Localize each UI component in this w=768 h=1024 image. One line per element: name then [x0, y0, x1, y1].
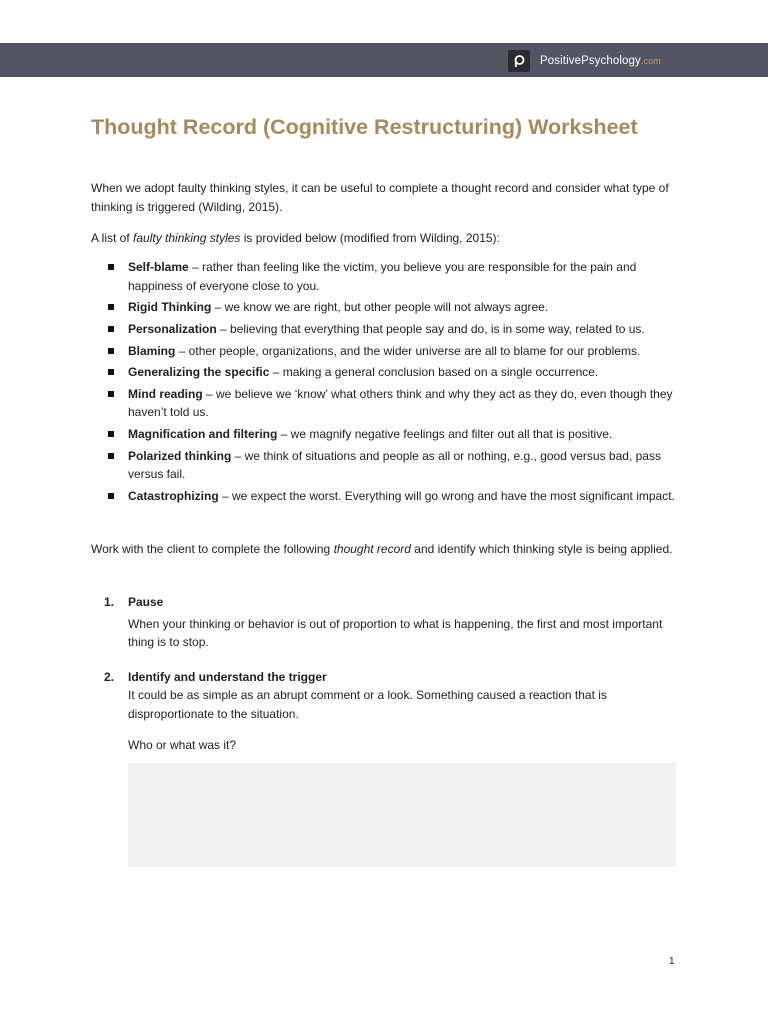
square-bullet-icon [108, 348, 114, 354]
step-title: Pause [128, 595, 164, 609]
style-description: – we expect the worst. Everything will go wrong and have the most significant impact. [218, 489, 675, 503]
trigger-answer-field[interactable] [128, 763, 676, 867]
work-intro-emphasis: thought record [333, 542, 411, 556]
square-bullet-icon [108, 326, 114, 332]
step-text: It could be as simple as an abrupt comment or a look. Something caused a reaction that is disproportionate to the situation. [128, 688, 607, 721]
page-title: Thought Record (Cognitive Restructuring) Worksheet [91, 115, 638, 139]
list-item [108, 447, 678, 484]
positive-psychology-logo-icon [508, 50, 530, 72]
style-term: Self-blame [128, 260, 189, 274]
work-intro-paragraph [91, 540, 681, 559]
list-intro-after: is provided below (modified from Wilding, 2015): [240, 231, 500, 245]
page-number: 1 [669, 956, 675, 967]
list-item [108, 363, 678, 382]
style-term: Magnification and filtering [128, 427, 278, 442]
style-term: Blaming [128, 343, 176, 358]
list-intro-paragraph [91, 229, 681, 248]
style-term: Generalizing the specific [128, 365, 270, 380]
step-text: When your thinking or behavior is out of proportion to what is happening, the first and most important thing is to stop. [128, 616, 663, 649]
thinking-styles-list [108, 258, 678, 509]
style-description: – we believe we ‘know’ what others think and why they act as they do, even though they haven’t told us. [128, 386, 673, 420]
brand-tld: .com [640, 56, 661, 66]
square-bullet-icon [108, 304, 114, 310]
step-title: Identify and understand the trigger [128, 669, 327, 684]
style-term: Mind reading [128, 386, 203, 401]
style-description: – we know we are right, but other people will not always agree. [211, 300, 549, 315]
style-term: Personalization [128, 321, 217, 336]
square-bullet-icon [108, 264, 114, 270]
work-intro-before: Work with the client to complete the following [91, 542, 334, 556]
list-item [108, 425, 678, 444]
style-description: – making a general conclusion based on a single occurrence. [269, 365, 599, 380]
style-description: – other people, organizations, and the wider universe are all to blame for our problems. [175, 343, 641, 358]
square-bullet-icon [108, 431, 114, 437]
step-number: 2. [104, 669, 115, 684]
step-identify-trigger [104, 668, 678, 867]
step-question: Who or what was it? [128, 738, 237, 752]
brand-name-text: PositivePsychology [540, 55, 641, 67]
style-term: Polarized thinking [128, 448, 232, 463]
list-intro-emphasis: faulty thinking styles [133, 231, 241, 245]
square-bullet-icon [108, 453, 114, 459]
intro-paragraph: When we adopt faulty thinking styles, it can be useful to complete a thought record and consider what type of thinking is triggered (Wilding, 2015). [91, 181, 669, 214]
style-term: Catastrophizing [128, 489, 219, 503]
style-description: – rather than feeling like the victim, you believe you are responsible for the pain and happiness of everyone close to you. [128, 260, 637, 293]
list-item [108, 342, 678, 361]
step-pause [104, 593, 678, 652]
style-term: Rigid Thinking [128, 300, 212, 315]
style-description: – believing that everything that people say and do, is in some way, related to us. [216, 321, 645, 336]
header-bar [0, 43, 768, 77]
list-item [108, 487, 678, 506]
brand-name [540, 55, 661, 67]
square-bullet-icon [108, 391, 114, 397]
style-description: – we think of situations and people as all or nothing, e.g., good versus bad, pass versus fail. [128, 448, 661, 482]
list-intro-before: A list of [91, 231, 134, 245]
work-intro-after: and identify which thinking style is being applied. [410, 542, 673, 556]
style-description: – we magnify negative feelings and filter out all that is positive. [277, 427, 613, 442]
list-item [108, 258, 678, 295]
list-item [108, 385, 678, 422]
steps-list [104, 593, 678, 867]
list-item [108, 298, 678, 317]
square-bullet-icon [108, 493, 114, 499]
step-number: 1. [104, 595, 115, 609]
list-item [108, 320, 678, 339]
square-bullet-icon [108, 369, 114, 375]
brand[interactable] [508, 50, 661, 72]
